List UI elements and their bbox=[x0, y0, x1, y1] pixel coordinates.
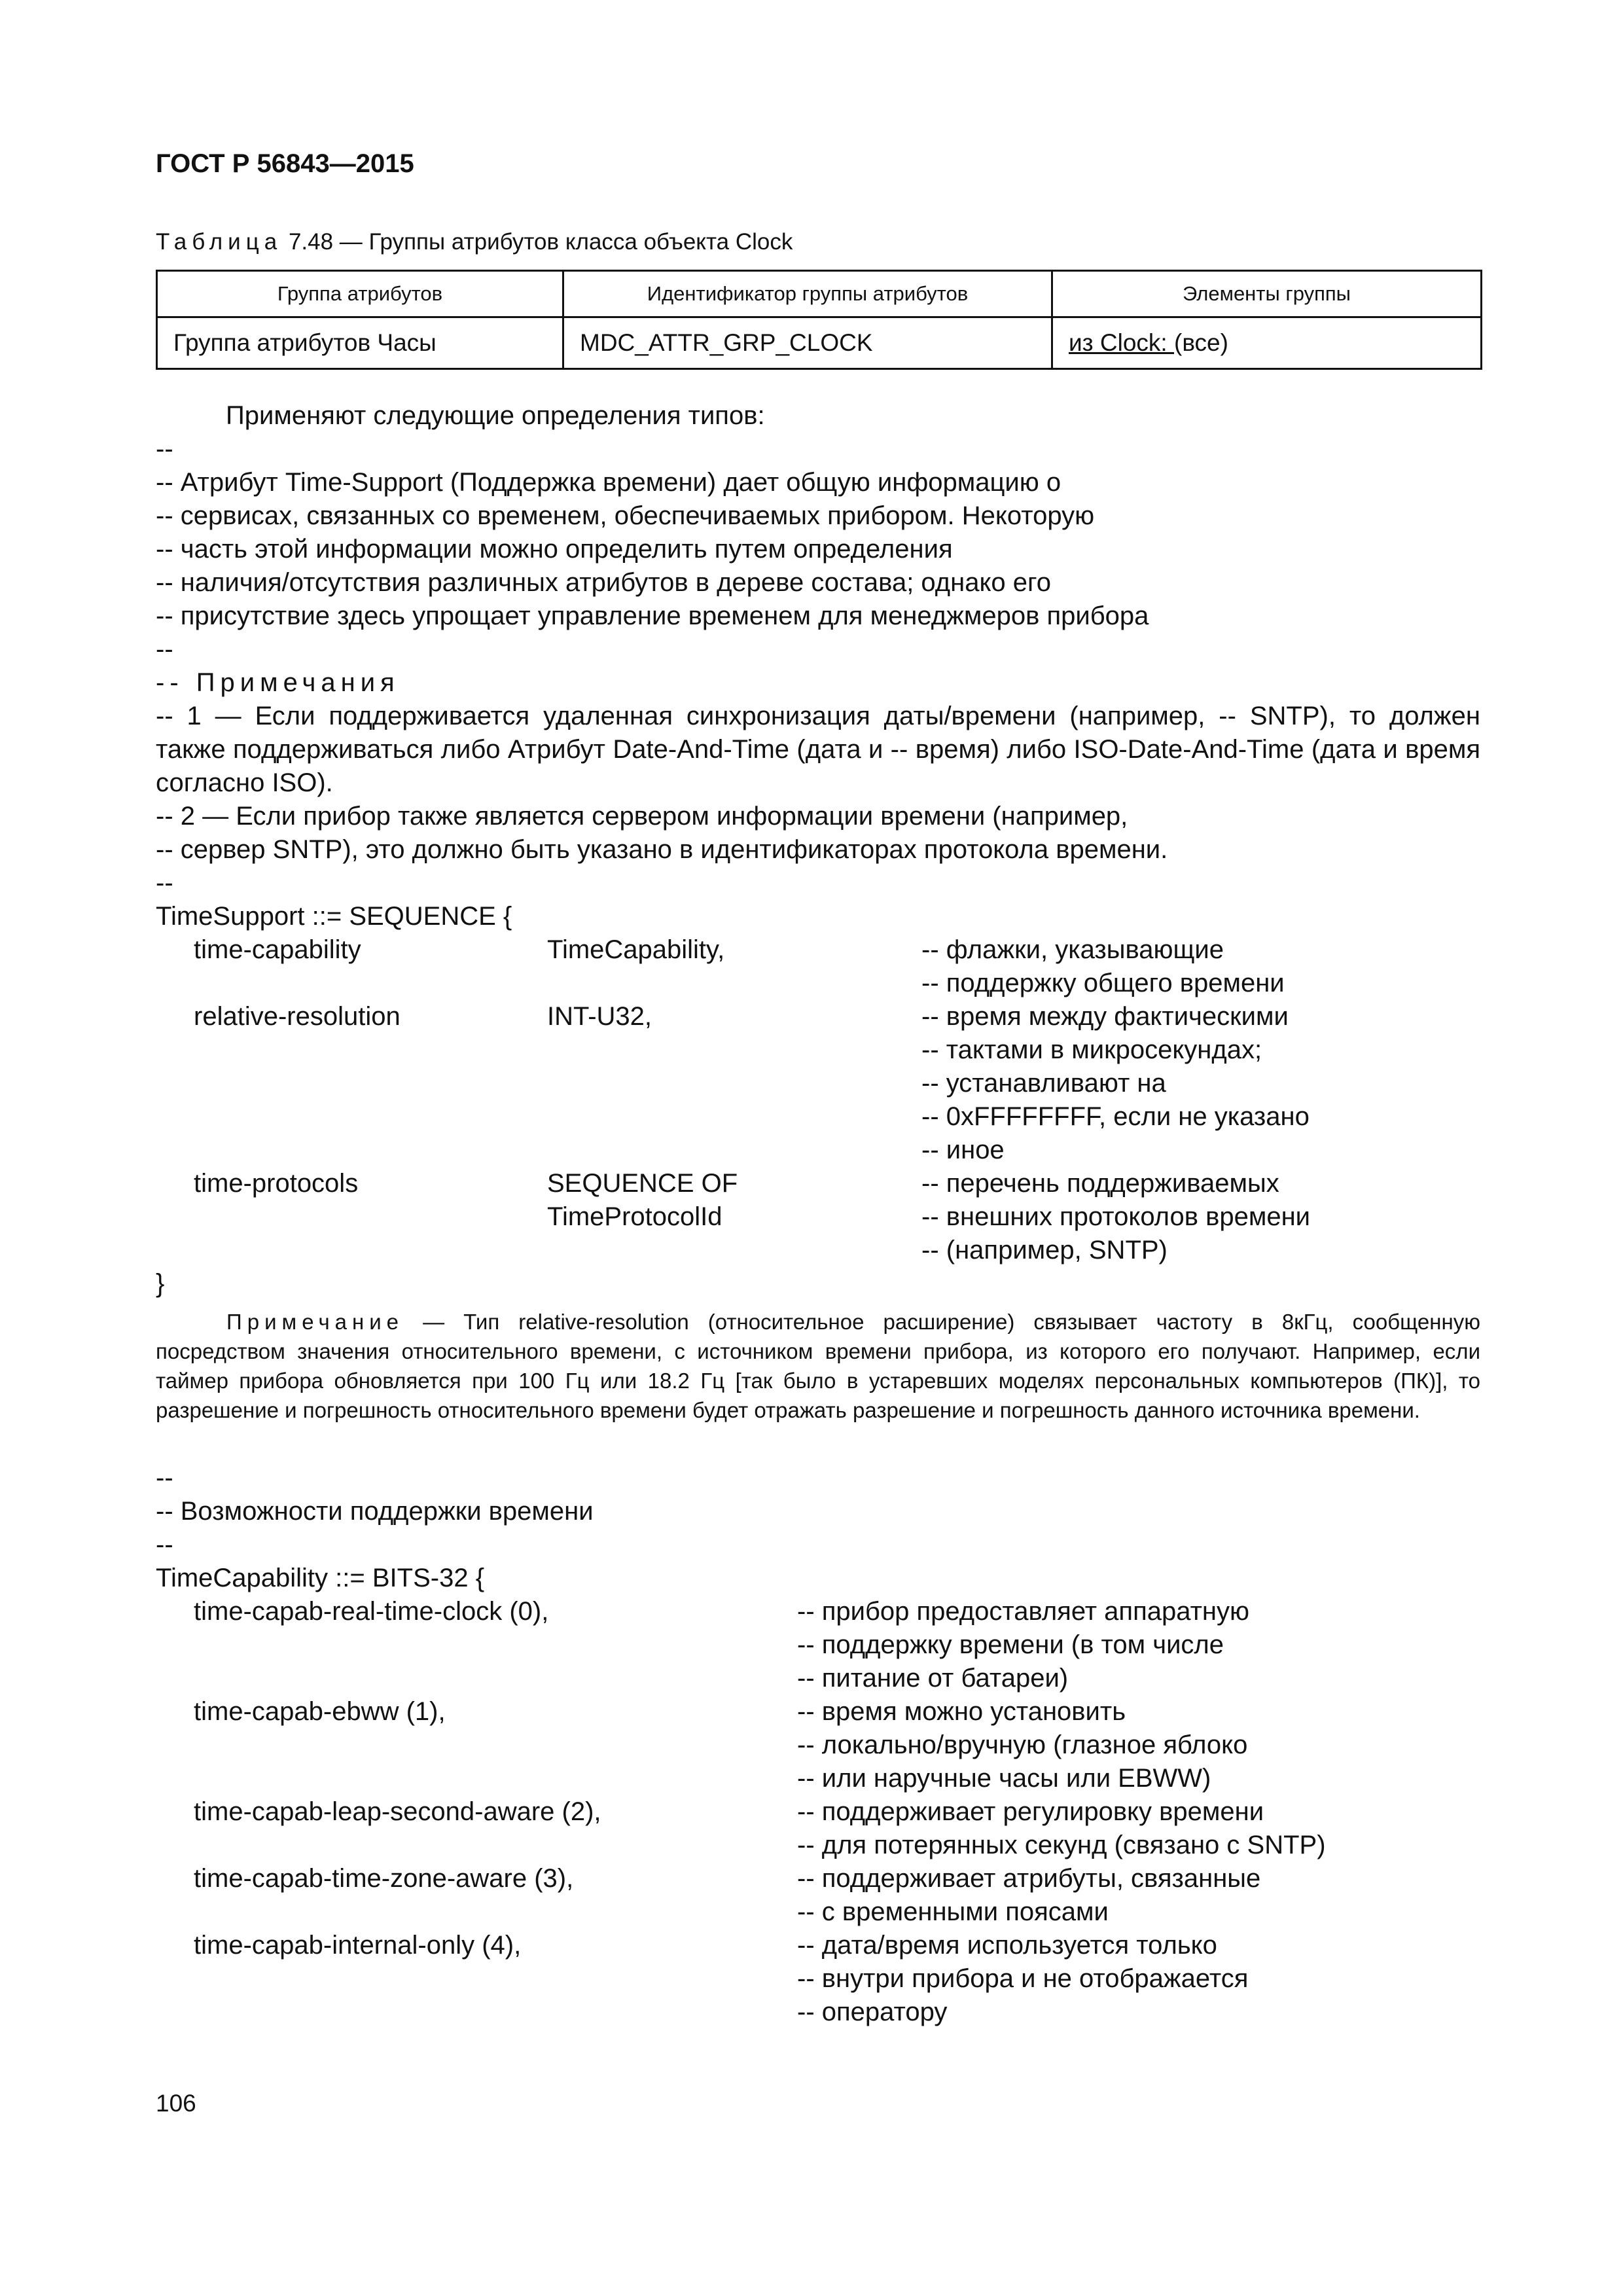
field-row bbox=[156, 1134, 1480, 1167]
bit-name: time-capab-internal-only (4), bbox=[194, 1931, 522, 1960]
field-type bbox=[547, 1067, 921, 1100]
bit-name bbox=[156, 1829, 797, 1862]
comment-line: -- присутствие здесь упрощает управление временем для менеджмеров прибора bbox=[156, 601, 1149, 630]
table-header-cell: Группа атрибутов bbox=[157, 271, 563, 317]
note-1: -- 1 — Если поддерживается удаленная синхронизация даты/времени (например, -- SNTP), то должен также поддерживаться либо Атрибут Date-And-Time (дата и -- время) либо ISO-Date-And-Time (дата и время согласно ISO). bbox=[156, 702, 1480, 797]
bit-name: time-capab-leap-second-aware (2), bbox=[194, 1797, 601, 1826]
timesupport-fields bbox=[156, 933, 1480, 1267]
bit-name bbox=[156, 1996, 797, 2029]
comment-line: -- bbox=[156, 1463, 173, 1492]
comment-line: -- bbox=[156, 435, 173, 463]
table-header-cell: Идентификатор группы атрибутов bbox=[563, 271, 1052, 317]
comment-block bbox=[156, 433, 1480, 666]
field-comment: -- время между фактическими bbox=[921, 1002, 1289, 1031]
field-type bbox=[547, 1100, 921, 1134]
table-caption bbox=[156, 229, 793, 255]
document-body bbox=[156, 399, 1480, 2029]
field-type bbox=[547, 967, 921, 1000]
table-header-cell: Элементы группы bbox=[1052, 271, 1482, 317]
bit-comment: -- питание от батареи) bbox=[797, 1664, 1069, 1693]
document-page bbox=[156, 0, 1480, 2296]
field-type bbox=[547, 1033, 921, 1067]
field-name bbox=[156, 1067, 547, 1100]
bit-comment: -- или наручные часы или EBWW) bbox=[797, 1764, 1211, 1793]
note-2-line: -- 2 — Если прибор также является сервером информации времени (например, bbox=[156, 802, 1128, 831]
comment-line: -- сервисах, связанных со временем, обеспечиваемых прибором. Некоторую bbox=[156, 501, 1095, 530]
timesupport-close: } bbox=[156, 1269, 165, 1298]
bit-comment: -- локально/вручную (глазное яблоко bbox=[797, 1731, 1248, 1759]
field-type bbox=[547, 1134, 921, 1167]
bit-row bbox=[156, 1662, 1480, 1695]
bit-row bbox=[156, 1862, 1480, 1895]
bit-name bbox=[156, 1962, 797, 1996]
bit-comment: -- дата/время используется только bbox=[797, 1931, 1217, 1960]
bit-name bbox=[156, 1662, 797, 1695]
field-row bbox=[156, 933, 1480, 967]
field-type: INT-U32, bbox=[547, 1002, 652, 1031]
field-type: TimeProtocolId bbox=[547, 1202, 722, 1231]
elements-rest: (все) bbox=[1174, 329, 1228, 356]
comment-line: -- bbox=[156, 1530, 173, 1559]
bit-row bbox=[156, 1895, 1480, 1929]
bit-name bbox=[156, 1628, 797, 1662]
field-type: SEQUENCE OF bbox=[547, 1169, 738, 1198]
field-name bbox=[156, 1033, 547, 1067]
comment-line: -- наличия/отсутствия различных атрибутов в дереве состава; однако его bbox=[156, 568, 1051, 597]
bit-row bbox=[156, 1829, 1480, 1862]
small-note-label: Примечание bbox=[226, 1310, 404, 1334]
comment-line: -- часть этой информации можно определить путем определения bbox=[156, 535, 953, 564]
small-note bbox=[156, 1307, 1480, 1425]
field-comment: -- тактами в микросекундах; bbox=[921, 1035, 1262, 1064]
small-note-text bbox=[156, 1307, 1480, 1425]
bit-name bbox=[156, 1762, 797, 1795]
field-name bbox=[156, 1234, 547, 1267]
table-header-row bbox=[157, 271, 1482, 317]
field-name: relative-resolution bbox=[194, 1002, 401, 1031]
bit-name: time-capab-real-time-clock (0), bbox=[194, 1597, 549, 1626]
table-row bbox=[157, 317, 1482, 369]
bit-name: time-capab-ebww (1), bbox=[194, 1697, 446, 1726]
bit-row bbox=[156, 1595, 1480, 1628]
field-row bbox=[156, 1200, 1480, 1234]
bit-name: time-capab-time-zone-aware (3), bbox=[194, 1864, 574, 1893]
bit-name bbox=[156, 1729, 797, 1762]
field-row bbox=[156, 1100, 1480, 1134]
small-note-body: — Тип relative-resolution (относительное расширение) связывает частоту в 8кГц, сообщенную посредством значения относительного времени, с источником времени прибора, из которого его получают. Например, если таймер прибора обновляется при 100 Гц или 18.2 Гц [так было в устаревших моделях персональных компьютеров (ПК)], то разрешение и погрешность относительного времени будет отражать разрешение и погрешность данного источника времени. bbox=[156, 1310, 1480, 1422]
intro-paragraph: Применяют следующие определения типов: bbox=[226, 401, 765, 430]
spacer bbox=[156, 1425, 1480, 1462]
table-cell-elements bbox=[1052, 317, 1482, 369]
bit-name bbox=[156, 1895, 797, 1929]
bit-comment: -- прибор предоставляет аппаратную bbox=[797, 1597, 1250, 1626]
note-2-line: -- bbox=[156, 869, 173, 897]
table-cell-id: MDC_ATTR_GRP_CLOCK bbox=[563, 317, 1052, 369]
field-row bbox=[156, 1000, 1480, 1033]
bit-comment: -- поддерживает атрибуты, связанные bbox=[797, 1864, 1261, 1893]
document-title: ГОСТ Р 56843—2015 bbox=[156, 149, 414, 178]
timecapability-open: TimeCapability ::= BITS-32 { bbox=[156, 1564, 485, 1592]
field-comment: -- внешних протоколов времени bbox=[921, 1202, 1311, 1231]
field-row bbox=[156, 1167, 1480, 1200]
field-comment: -- флажки, указывающие bbox=[921, 935, 1224, 964]
field-comment: -- перечень поддерживаемых bbox=[921, 1169, 1279, 1198]
bit-comment: -- время можно установить bbox=[797, 1697, 1126, 1726]
bit-comment: -- поддерживает регулировку времени bbox=[797, 1797, 1264, 1826]
bit-row bbox=[156, 1795, 1480, 1829]
comment-line: -- Возможности поддержки времени bbox=[156, 1497, 594, 1526]
field-name bbox=[156, 1134, 547, 1167]
comment-line: -- Атрибут Time-Support (Поддержка времени) дает общую информацию о bbox=[156, 468, 1061, 497]
field-name bbox=[156, 1200, 547, 1234]
field-comment: -- поддержку общего времени bbox=[921, 969, 1285, 997]
bit-row bbox=[156, 1762, 1480, 1795]
field-row bbox=[156, 1033, 1480, 1067]
bit-row bbox=[156, 1962, 1480, 1996]
attribute-groups-table bbox=[156, 270, 1482, 370]
timecapability-bits bbox=[156, 1595, 1480, 2029]
field-row bbox=[156, 1234, 1480, 1267]
bit-row bbox=[156, 1729, 1480, 1762]
field-name bbox=[156, 1100, 547, 1134]
timesupport-open: TimeSupport ::= SEQUENCE { bbox=[156, 902, 512, 931]
bit-comment: -- оператору bbox=[797, 1998, 948, 2026]
field-comment: -- (например, SNTP) bbox=[921, 1236, 1168, 1265]
bit-row bbox=[156, 1929, 1480, 1962]
page-number: 106 bbox=[156, 2090, 196, 2117]
comment-line: -- bbox=[156, 635, 173, 664]
table-caption-label: Таблица bbox=[156, 229, 283, 255]
field-type: TimeCapability, bbox=[547, 935, 725, 964]
field-row bbox=[156, 1067, 1480, 1100]
field-type bbox=[547, 1234, 921, 1267]
elements-link[interactable]: из Clock: bbox=[1069, 329, 1174, 356]
notes-heading: -- Примечания bbox=[156, 668, 400, 697]
field-row bbox=[156, 967, 1480, 1000]
field-comment: -- 0xFFFFFFFF, если не указано bbox=[921, 1102, 1310, 1131]
bit-row bbox=[156, 1695, 1480, 1729]
field-comment: -- иное bbox=[921, 1136, 1005, 1164]
bit-comment: -- внутри прибора и не отображается bbox=[797, 1964, 1249, 1993]
field-comment: -- устанавливают на bbox=[921, 1069, 1166, 1098]
bit-comment: -- поддержку времени (в том числе bbox=[797, 1630, 1224, 1659]
note-2-line: -- сервер SNTP), это должно быть указано в идентификаторах протокола времени. bbox=[156, 835, 1168, 864]
bit-row bbox=[156, 1628, 1480, 1662]
bit-comment: -- с временными поясами bbox=[797, 1897, 1109, 1926]
field-name: time-capability bbox=[194, 935, 361, 964]
field-name bbox=[156, 967, 547, 1000]
field-name: time-protocols bbox=[194, 1169, 359, 1198]
bit-comment: -- для потерянных секунд (связано с SNTP) bbox=[797, 1831, 1326, 1859]
table-caption-text: 7.48 — Группы атрибутов класса объекта Clock bbox=[282, 229, 793, 255]
table-cell-group: Группа атрибутов Часы bbox=[157, 317, 563, 369]
bit-row bbox=[156, 1996, 1480, 2029]
